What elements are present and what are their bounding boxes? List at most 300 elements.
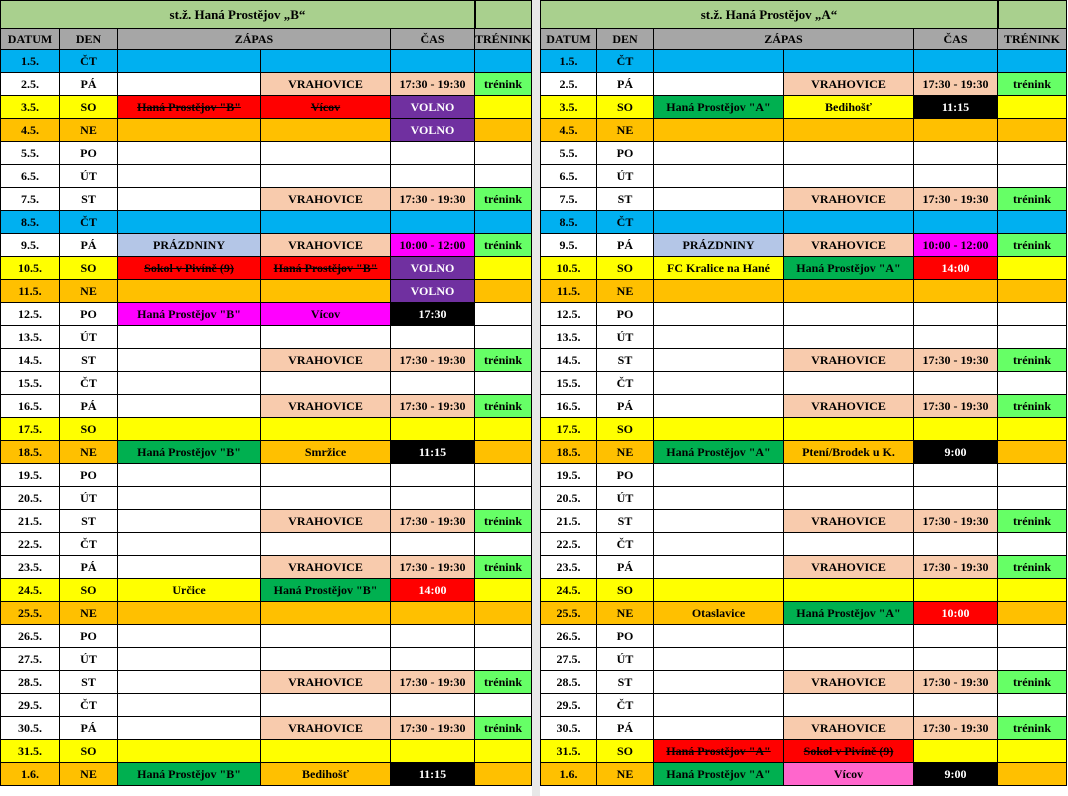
cell-day[interactable]: ÚT [60, 326, 118, 349]
cell-away-team[interactable] [784, 694, 914, 717]
cell-time[interactable]: 17:30 - 19:30 [914, 717, 998, 740]
cell-date[interactable]: 20.5. [540, 487, 597, 510]
cell-date[interactable]: 8.5. [0, 211, 60, 234]
cell-away-team[interactable] [261, 119, 391, 142]
cell-trenink[interactable] [998, 211, 1067, 234]
cell-date[interactable]: 29.5. [540, 694, 597, 717]
cell-home-team[interactable] [654, 303, 784, 326]
cell-time[interactable] [914, 303, 998, 326]
cell-day[interactable]: ST [60, 510, 118, 533]
cell-away-team[interactable]: Smržice [261, 441, 391, 464]
cell-date[interactable]: 16.5. [540, 395, 597, 418]
cell-trenink[interactable]: trénink [475, 234, 532, 257]
cell-date[interactable]: 6.5. [540, 165, 597, 188]
cell-time[interactable]: 17:30 - 19:30 [391, 349, 475, 372]
cell-day[interactable]: ST [60, 671, 118, 694]
cell-day[interactable]: ČT [60, 50, 118, 73]
cell-trenink[interactable] [998, 602, 1067, 625]
cell-trenink[interactable]: trénink [998, 717, 1067, 740]
cell-home-team[interactable] [118, 142, 261, 165]
cell-trenink[interactable] [998, 625, 1067, 648]
cell-time[interactable]: 11:15 [391, 763, 475, 786]
cell-time[interactable] [391, 326, 475, 349]
cell-day[interactable]: PO [60, 464, 118, 487]
cell-day[interactable]: ČT [597, 50, 654, 73]
cell-trenink[interactable]: trénink [475, 717, 532, 740]
cell-home-team[interactable] [654, 280, 784, 303]
cell-date[interactable]: 28.5. [0, 671, 60, 694]
cell-date[interactable]: 23.5. [0, 556, 60, 579]
cell-time[interactable] [914, 119, 998, 142]
cell-date[interactable]: 19.5. [0, 464, 60, 487]
cell-day[interactable]: NE [597, 763, 654, 786]
cell-time[interactable]: 17:30 - 19:30 [914, 671, 998, 694]
cell-home-team[interactable] [118, 165, 261, 188]
cell-away-team[interactable] [784, 303, 914, 326]
cell-home-team[interactable] [118, 625, 261, 648]
cell-time[interactable]: 17:30 - 19:30 [914, 556, 998, 579]
cell-trenink[interactable] [998, 579, 1067, 602]
cell-date[interactable]: 24.5. [0, 579, 60, 602]
cell-time[interactable]: 17:30 - 19:30 [914, 510, 998, 533]
cell-home-team[interactable] [654, 418, 784, 441]
cell-trenink[interactable] [475, 418, 532, 441]
cell-time[interactable] [391, 625, 475, 648]
cell-time[interactable] [914, 165, 998, 188]
cell-away-team[interactable]: VRAHOVICE [261, 671, 391, 694]
cell-home-team[interactable] [118, 464, 261, 487]
cell-time[interactable]: 14:00 [914, 257, 998, 280]
cell-date[interactable]: 17.5. [0, 418, 60, 441]
cell-date[interactable]: 23.5. [540, 556, 597, 579]
cell-away-team[interactable]: VRAHOVICE [261, 234, 391, 257]
cell-trenink[interactable] [998, 694, 1067, 717]
cell-day[interactable]: PÁ [597, 556, 654, 579]
cell-time[interactable]: 17:30 - 19:30 [391, 188, 475, 211]
cell-date[interactable]: 3.5. [0, 96, 60, 119]
cell-trenink[interactable] [475, 96, 532, 119]
cell-date[interactable]: 27.5. [0, 648, 60, 671]
cell-date[interactable]: 14.5. [0, 349, 60, 372]
cell-trenink[interactable]: trénink [475, 349, 532, 372]
cell-away-team[interactable] [261, 464, 391, 487]
cell-trenink[interactable]: trénink [998, 671, 1067, 694]
cell-trenink[interactable] [998, 372, 1067, 395]
cell-date[interactable]: 4.5. [540, 119, 597, 142]
cell-home-team[interactable] [118, 372, 261, 395]
cell-trenink[interactable] [998, 326, 1067, 349]
cell-home-team[interactable] [118, 740, 261, 763]
cell-date[interactable]: 12.5. [540, 303, 597, 326]
cell-day[interactable]: PÁ [60, 395, 118, 418]
cell-trenink[interactable] [475, 441, 532, 464]
cell-time[interactable] [914, 625, 998, 648]
cell-away-team[interactable]: VRAHOVICE [784, 234, 914, 257]
cell-day[interactable]: NE [597, 441, 654, 464]
cell-home-team[interactable] [654, 211, 784, 234]
cell-time[interactable] [391, 165, 475, 188]
cell-date[interactable]: 22.5. [0, 533, 60, 556]
cell-home-team[interactable] [118, 717, 261, 740]
cell-time[interactable]: 11:15 [391, 441, 475, 464]
cell-time[interactable]: 17:30 - 19:30 [391, 671, 475, 694]
cell-trenink[interactable] [998, 96, 1067, 119]
cell-time[interactable]: 17:30 - 19:30 [391, 73, 475, 96]
cell-date[interactable]: 15.5. [0, 372, 60, 395]
cell-home-team[interactable]: Haná Prostějov "A" [654, 763, 784, 786]
cell-day[interactable]: PO [597, 625, 654, 648]
cell-home-team[interactable] [654, 73, 784, 96]
cell-home-team[interactable] [118, 326, 261, 349]
cell-date[interactable]: 7.5. [0, 188, 60, 211]
cell-away-team[interactable] [261, 50, 391, 73]
cell-time[interactable]: 17:30 - 19:30 [391, 717, 475, 740]
cell-home-team[interactable] [654, 625, 784, 648]
cell-trenink[interactable] [475, 303, 532, 326]
title-trenink-cell[interactable] [475, 0, 532, 29]
cell-time[interactable] [391, 694, 475, 717]
cell-date[interactable]: 31.5. [540, 740, 597, 763]
cell-time[interactable] [391, 211, 475, 234]
cell-date[interactable]: 2.5. [540, 73, 597, 96]
cell-home-team[interactable] [118, 280, 261, 303]
cell-date[interactable]: 18.5. [0, 441, 60, 464]
cell-day[interactable]: ČT [597, 533, 654, 556]
cell-day[interactable]: NE [60, 441, 118, 464]
cell-day[interactable]: PÁ [597, 395, 654, 418]
cell-trenink[interactable]: trénink [998, 349, 1067, 372]
cell-away-team[interactable]: VRAHOVICE [261, 188, 391, 211]
cell-home-team[interactable] [654, 372, 784, 395]
cell-home-team[interactable] [654, 395, 784, 418]
cell-day[interactable]: NE [60, 280, 118, 303]
cell-home-team[interactable] [654, 50, 784, 73]
cell-home-team[interactable] [118, 648, 261, 671]
cell-date[interactable]: 22.5. [540, 533, 597, 556]
cell-trenink[interactable] [998, 648, 1067, 671]
cell-trenink[interactable] [998, 142, 1067, 165]
cell-trenink[interactable] [475, 326, 532, 349]
cell-trenink[interactable]: trénink [998, 556, 1067, 579]
cell-time[interactable] [391, 533, 475, 556]
cell-time[interactable] [914, 50, 998, 73]
cell-date[interactable]: 13.5. [0, 326, 60, 349]
cell-away-team[interactable] [261, 418, 391, 441]
cell-away-team[interactable]: VRAHOVICE [784, 395, 914, 418]
cell-trenink[interactable]: trénink [998, 73, 1067, 96]
cell-date[interactable]: 7.5. [540, 188, 597, 211]
cell-away-team[interactable] [261, 602, 391, 625]
cell-trenink[interactable] [475, 487, 532, 510]
cell-home-team[interactable] [654, 165, 784, 188]
cell-trenink[interactable] [998, 165, 1067, 188]
cell-trenink[interactable] [998, 740, 1067, 763]
cell-home-team[interactable] [654, 464, 784, 487]
cell-away-team[interactable] [784, 326, 914, 349]
cell-home-team[interactable] [654, 671, 784, 694]
cell-trenink[interactable] [998, 303, 1067, 326]
cell-time[interactable] [914, 280, 998, 303]
cell-away-team[interactable] [261, 648, 391, 671]
cell-day[interactable]: SO [597, 579, 654, 602]
cell-date[interactable]: 9.5. [540, 234, 597, 257]
cell-day[interactable]: NE [597, 119, 654, 142]
cell-home-team[interactable] [654, 119, 784, 142]
cell-date[interactable]: 19.5. [540, 464, 597, 487]
cell-trenink[interactable]: trénink [475, 188, 532, 211]
cell-date[interactable]: 17.5. [540, 418, 597, 441]
cell-day[interactable]: SO [60, 418, 118, 441]
cell-time[interactable] [914, 694, 998, 717]
cell-day[interactable]: ČT [60, 372, 118, 395]
cell-day[interactable]: PÁ [597, 234, 654, 257]
cell-home-team[interactable] [654, 510, 784, 533]
cell-trenink[interactable] [998, 119, 1067, 142]
cell-home-team[interactable] [654, 142, 784, 165]
cell-date[interactable]: 1.5. [540, 50, 597, 73]
cell-home-team[interactable] [654, 579, 784, 602]
cell-trenink[interactable]: trénink [998, 234, 1067, 257]
cell-home-team[interactable]: Haná Prostějov "B" [118, 303, 261, 326]
cell-day[interactable]: ČT [597, 372, 654, 395]
cell-away-team[interactable]: VRAHOVICE [784, 188, 914, 211]
cell-time[interactable] [391, 487, 475, 510]
cell-trenink[interactable]: trénink [998, 188, 1067, 211]
cell-date[interactable]: 26.5. [540, 625, 597, 648]
cell-away-team[interactable]: Haná Prostějov "A" [784, 257, 914, 280]
cell-time[interactable]: VOLNO [391, 96, 475, 119]
cell-time[interactable]: VOLNO [391, 280, 475, 303]
cell-home-team[interactable] [654, 349, 784, 372]
cell-day[interactable]: SO [60, 740, 118, 763]
cell-trenink[interactable] [475, 142, 532, 165]
cell-away-team[interactable]: Bedihošť [261, 763, 391, 786]
cell-time[interactable] [391, 142, 475, 165]
cell-day[interactable]: ČT [597, 694, 654, 717]
cell-day[interactable]: NE [597, 602, 654, 625]
cell-date[interactable]: 14.5. [540, 349, 597, 372]
cell-trenink[interactable] [475, 119, 532, 142]
cell-day[interactable]: PÁ [597, 73, 654, 96]
cell-away-team[interactable] [784, 142, 914, 165]
cell-date[interactable]: 26.5. [0, 625, 60, 648]
cell-date[interactable]: 13.5. [540, 326, 597, 349]
cell-time[interactable] [391, 740, 475, 763]
cell-away-team[interactable] [784, 372, 914, 395]
cell-trenink[interactable]: trénink [475, 395, 532, 418]
cell-away-team[interactable]: VRAHOVICE [261, 717, 391, 740]
cell-away-team[interactable] [784, 533, 914, 556]
cell-day[interactable]: PO [597, 303, 654, 326]
cell-day[interactable]: SO [60, 579, 118, 602]
cell-trenink[interactable] [475, 50, 532, 73]
cell-away-team[interactable]: VRAHOVICE [784, 671, 914, 694]
cell-trenink[interactable] [475, 763, 532, 786]
cell-date[interactable]: 25.5. [0, 602, 60, 625]
cell-date[interactable]: 30.5. [540, 717, 597, 740]
cell-date[interactable]: 4.5. [0, 119, 60, 142]
cell-trenink[interactable] [475, 280, 532, 303]
cell-home-team[interactable]: Haná Prostějov "A" [654, 96, 784, 119]
cell-away-team[interactable]: VRAHOVICE [261, 556, 391, 579]
cell-date[interactable]: 5.5. [0, 142, 60, 165]
cell-date[interactable]: 20.5. [0, 487, 60, 510]
cell-time[interactable] [914, 579, 998, 602]
cell-time[interactable] [391, 648, 475, 671]
cell-away-team[interactable]: VRAHOVICE [261, 510, 391, 533]
cell-date[interactable]: 31.5. [0, 740, 60, 763]
cell-time[interactable]: 9:00 [914, 441, 998, 464]
cell-day[interactable]: SO [597, 740, 654, 763]
cell-time[interactable]: VOLNO [391, 119, 475, 142]
cell-date[interactable]: 9.5. [0, 234, 60, 257]
cell-trenink[interactable] [475, 372, 532, 395]
cell-time[interactable] [391, 602, 475, 625]
cell-trenink[interactable] [998, 257, 1067, 280]
cell-home-team[interactable] [118, 533, 261, 556]
cell-day[interactable]: ÚT [597, 326, 654, 349]
cell-date[interactable]: 25.5. [540, 602, 597, 625]
cell-day[interactable]: ÚT [60, 648, 118, 671]
cell-time[interactable]: 17:30 - 19:30 [391, 395, 475, 418]
cell-away-team[interactable]: Haná Prostějov "B" [261, 579, 391, 602]
cell-away-team[interactable] [784, 50, 914, 73]
cell-trenink[interactable] [998, 418, 1067, 441]
cell-home-team[interactable] [118, 671, 261, 694]
cell-trenink[interactable] [475, 211, 532, 234]
cell-time[interactable] [914, 142, 998, 165]
cell-day[interactable]: ST [597, 510, 654, 533]
cell-date[interactable]: 11.5. [0, 280, 60, 303]
cell-time[interactable] [391, 50, 475, 73]
cell-away-team[interactable] [784, 280, 914, 303]
cell-home-team[interactable] [654, 533, 784, 556]
cell-time[interactable]: 10:00 - 12:00 [914, 234, 998, 257]
cell-time[interactable] [914, 418, 998, 441]
cell-home-team[interactable]: Haná Prostějov "B" [118, 763, 261, 786]
cell-away-team[interactable]: Ptení/Brodek u K. [784, 441, 914, 464]
cell-time[interactable]: 11:15 [914, 96, 998, 119]
cell-home-team[interactable] [118, 73, 261, 96]
cell-date[interactable]: 30.5. [0, 717, 60, 740]
cell-home-team[interactable]: Určice [118, 579, 261, 602]
cell-day[interactable]: NE [60, 763, 118, 786]
cell-home-team[interactable]: PRÁZDNINY [654, 234, 784, 257]
cell-away-team[interactable] [261, 625, 391, 648]
cell-away-team[interactable] [261, 694, 391, 717]
cell-day[interactable]: NE [60, 602, 118, 625]
cell-away-team[interactable]: Bedihošť [784, 96, 914, 119]
cell-home-team[interactable] [118, 349, 261, 372]
cell-date[interactable]: 12.5. [0, 303, 60, 326]
cell-day[interactable]: ČT [60, 533, 118, 556]
cell-away-team[interactable]: Haná Prostějov "A" [784, 602, 914, 625]
cell-home-team[interactable]: Haná Prostějov "A" [654, 441, 784, 464]
cell-trenink[interactable] [998, 487, 1067, 510]
cell-away-team[interactable] [261, 487, 391, 510]
cell-day[interactable]: PÁ [60, 234, 118, 257]
cell-home-team[interactable] [118, 211, 261, 234]
cell-away-team[interactable] [784, 418, 914, 441]
cell-day[interactable]: SO [597, 96, 654, 119]
title-trenink-cell[interactable] [998, 0, 1067, 29]
cell-trenink[interactable] [998, 763, 1067, 786]
cell-trenink[interactable] [475, 579, 532, 602]
cell-trenink[interactable] [998, 533, 1067, 556]
cell-time[interactable]: 17:30 - 19:30 [914, 395, 998, 418]
cell-time[interactable] [914, 648, 998, 671]
cell-time[interactable]: 17:30 - 19:30 [914, 73, 998, 96]
cell-time[interactable]: 17:30 - 19:30 [391, 556, 475, 579]
cell-home-team[interactable]: Otaslavice [654, 602, 784, 625]
cell-day[interactable]: ÚT [597, 648, 654, 671]
cell-date[interactable]: 5.5. [540, 142, 597, 165]
cell-day[interactable]: SO [597, 257, 654, 280]
cell-away-team[interactable] [261, 740, 391, 763]
cell-trenink[interactable]: trénink [998, 510, 1067, 533]
cell-time[interactable]: 17:30 - 19:30 [914, 188, 998, 211]
cell-time[interactable] [914, 372, 998, 395]
cell-date[interactable]: 18.5. [540, 441, 597, 464]
cell-away-team[interactable]: VRAHOVICE [261, 349, 391, 372]
cell-time[interactable]: 14:00 [391, 579, 475, 602]
cell-day[interactable]: ÚT [60, 487, 118, 510]
cell-day[interactable]: NE [597, 280, 654, 303]
cell-home-team[interactable] [118, 395, 261, 418]
cell-trenink[interactable] [475, 257, 532, 280]
cell-home-team[interactable]: Haná Prostějov "B" [118, 441, 261, 464]
cell-home-team[interactable] [118, 487, 261, 510]
cell-away-team[interactable]: Haná Prostějov "B" [261, 257, 391, 280]
cell-away-team[interactable]: Vícov [261, 303, 391, 326]
cell-date[interactable]: 24.5. [540, 579, 597, 602]
cell-trenink[interactable] [998, 280, 1067, 303]
cell-date[interactable]: 1.5. [0, 50, 60, 73]
cell-trenink[interactable] [475, 648, 532, 671]
cell-away-team[interactable]: VRAHOVICE [261, 395, 391, 418]
cell-day[interactable]: ST [60, 349, 118, 372]
cell-date[interactable]: 1.6. [0, 763, 60, 786]
cell-trenink[interactable] [475, 740, 532, 763]
cell-trenink[interactable] [475, 533, 532, 556]
cell-home-team[interactable] [118, 602, 261, 625]
cell-away-team[interactable] [784, 625, 914, 648]
cell-home-team[interactable] [654, 556, 784, 579]
cell-trenink[interactable] [475, 165, 532, 188]
cell-day[interactable]: ST [60, 188, 118, 211]
cell-date[interactable]: 21.5. [540, 510, 597, 533]
cell-away-team[interactable] [261, 533, 391, 556]
cell-away-team[interactable] [784, 579, 914, 602]
cell-away-team[interactable] [784, 211, 914, 234]
cell-away-team[interactable] [261, 280, 391, 303]
cell-away-team[interactable]: VRAHOVICE [784, 717, 914, 740]
cell-date[interactable]: 27.5. [540, 648, 597, 671]
cell-day[interactable]: PÁ [597, 717, 654, 740]
cell-date[interactable]: 2.5. [0, 73, 60, 96]
cell-day[interactable]: ÚT [60, 165, 118, 188]
cell-home-team[interactable] [654, 487, 784, 510]
cell-away-team[interactable]: Sokol v Pivíně (9) [784, 740, 914, 763]
cell-time[interactable] [391, 418, 475, 441]
cell-date[interactable]: 10.5. [0, 257, 60, 280]
cell-date[interactable]: 29.5. [0, 694, 60, 717]
cell-day[interactable]: SO [597, 418, 654, 441]
cell-away-team[interactable] [784, 464, 914, 487]
cell-time[interactable]: 17:30 - 19:30 [914, 349, 998, 372]
cell-home-team[interactable]: Sokol v Pivíně (9) [118, 257, 261, 280]
cell-day[interactable]: PO [597, 142, 654, 165]
